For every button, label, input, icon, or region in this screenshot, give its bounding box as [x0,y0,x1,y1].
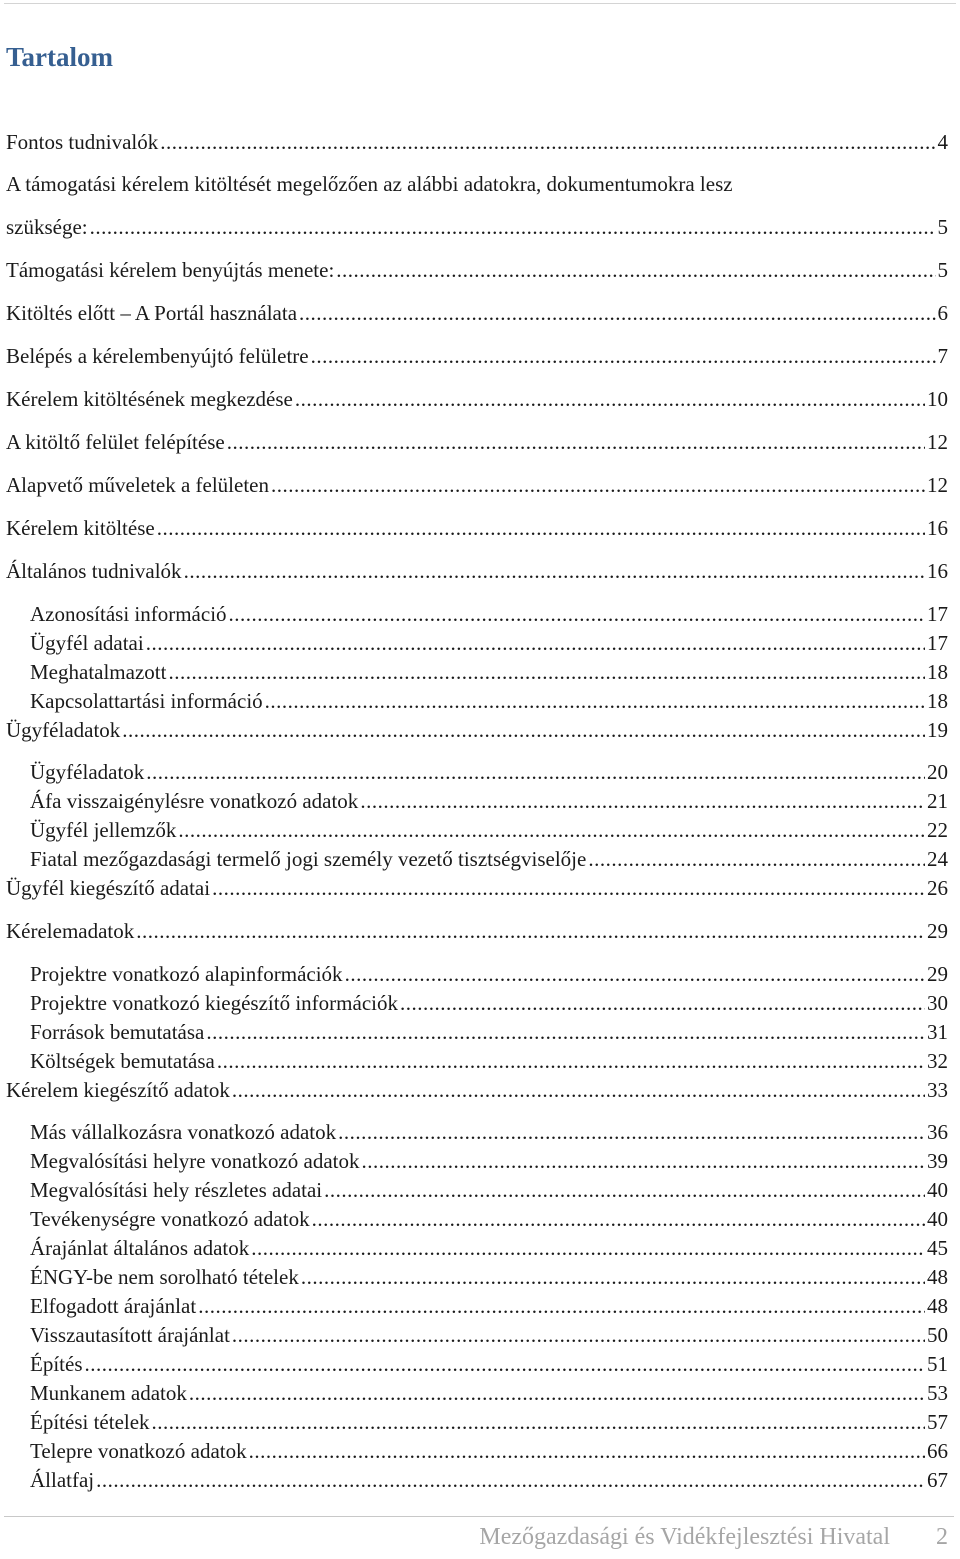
toc-entry-page-number: 67 [927,1468,948,1492]
toc-entry-page-number: 21 [927,789,948,813]
toc-dot-leader [136,918,925,944]
toc-entry-page-number: 5 [937,258,948,282]
toc-entry[interactable] [6,343,948,369]
toc-entry[interactable] [30,659,948,685]
toc-dot-leader [146,759,925,785]
toc-entry[interactable] [6,1077,948,1103]
toc-entry-page-number: 6 [937,301,948,325]
toc-entry-page-number: 16 [927,516,948,540]
toc-entry[interactable] [30,601,948,627]
toc-dot-leader [178,817,925,843]
toc-entry-label: Megvalósítási helyre vonatkozó adatok [30,1149,360,1173]
toc-title: Tartalom [6,42,113,72]
toc-dot-leader [152,1409,925,1435]
toc-entry-label: Építés [30,1352,83,1376]
top-border [4,3,956,4]
toc-entry-page-number: 48 [927,1294,948,1318]
toc-entry-label: Visszautasított árajánlat [30,1323,230,1347]
toc-entry-label: Kapcsolattartási információ [30,689,263,713]
toc-entry[interactable] [30,788,948,814]
toc-entry[interactable] [30,1438,948,1464]
toc-dot-leader [251,1235,925,1261]
toc-entry-page-number: 33 [927,1078,948,1102]
toc-entry-label: A támogatási kérelem kitöltését megelőzően az alábbi adatokra, dokumentumokra lesz [6,172,733,196]
toc-dot-leader [311,343,936,369]
toc-entry[interactable] [30,1409,948,1435]
footer-page-number: 2 [936,1524,948,1550]
toc-dot-leader [301,1264,925,1290]
toc-entry[interactable] [6,214,948,240]
toc-entry[interactable] [30,1380,948,1406]
toc-dot-leader [96,1467,925,1493]
toc-entry-label: szüksége: [6,215,88,239]
toc-entry-page-number: 36 [927,1120,948,1144]
toc-dot-leader [362,1148,926,1174]
toc-entry-label: Kérelem kitöltése [6,516,155,540]
toc-dot-leader [198,1293,925,1319]
toc-dot-leader [338,1119,925,1145]
toc-entry-page-number: 39 [927,1149,948,1173]
toc-entry[interactable] [6,472,948,498]
toc-dot-leader [360,788,925,814]
toc-entry-page-number: 22 [927,818,948,842]
toc-entry-label: Projektre vonatkozó kiegészítő információk [30,991,398,1015]
toc-entry[interactable] [30,1206,948,1232]
toc-entry-label: Építési tételek [30,1410,150,1434]
toc-entry[interactable] [30,1467,948,1493]
toc-dot-leader [160,129,935,155]
toc-entry-page-number: 5 [937,215,948,239]
toc-dot-leader [588,846,925,872]
toc-entry-label: Áfa visszaigénylésre vonatkozó adatok [30,789,359,813]
toc-entry-label: Ügyféladatok [30,760,145,784]
toc-entry[interactable] [30,1351,948,1377]
toc-dot-leader [400,990,925,1016]
toc-entry-label: Árajánlat általános adatok [30,1236,250,1260]
toc-entry-page-number: 20 [927,760,948,784]
toc-entry-label: Források bemutatása [30,1020,205,1044]
toc-entry-page-number: 30 [927,991,948,1015]
toc-entry-label: Ügyféladatok [6,718,121,742]
toc-entry[interactable] [30,630,948,656]
toc-dot-leader [295,386,925,412]
toc-entry[interactable] [6,918,948,944]
toc-entry-page-number: 29 [927,962,948,986]
toc-entry-page-number: 26 [927,876,948,900]
toc-entry[interactable] [30,1293,948,1319]
toc-entry-label: Munkanem adatok [30,1381,187,1405]
toc-entry-label: Támogatási kérelem benyújtás menete: [6,258,335,282]
toc-entry-page-number: 10 [927,387,948,411]
toc-entry[interactable] [6,171,948,197]
toc-dot-leader [312,1206,925,1232]
toc-dot-leader [85,1351,926,1377]
toc-entry-page-number: 29 [927,919,948,943]
toc-entry-label: Alapvető műveletek a felületen [6,473,269,497]
toc-entry-label: Fontos tudnivalók [6,130,159,154]
toc-entry-label: Általános tudnivalók [6,559,182,583]
toc-entry-label: Kérelemadatok [6,919,135,943]
toc-entry-label: Ügyfél kiegészítő adatai [6,876,211,900]
toc-dot-leader [229,601,925,627]
toc-entry[interactable] [30,759,948,785]
toc-entry[interactable] [6,129,948,155]
toc-entry-page-number: 32 [927,1049,948,1073]
toc-entry-label: Ügyfél jellemzők [30,818,177,842]
toc-entry-page-number: 12 [927,473,948,497]
toc-entry[interactable] [30,1119,948,1145]
toc-entry-label: Megvalósítási hely részletes adatai [30,1178,323,1202]
toc-dot-leader [157,515,925,541]
toc-entry-label: Kérelem kitöltésének megkezdése [6,387,293,411]
toc-entry-page-number: 16 [927,559,948,583]
toc-entry-page-number: 51 [927,1352,948,1376]
toc-entry-page-number: 31 [927,1020,948,1044]
toc-dot-leader [336,257,935,283]
toc-entry[interactable] [6,717,948,743]
toc-dot-leader [217,1048,925,1074]
toc-entry-label: Ügyfél adatai [30,631,144,655]
toc-entry[interactable] [30,1148,948,1174]
footer-organization: Mezőgazdasági és Vidékfejlesztési Hivatal [479,1524,890,1550]
toc-entry-page-number: 17 [927,602,948,626]
toc-entry-label: Elfogadott árajánlat [30,1294,197,1318]
toc-entry[interactable] [30,990,948,1016]
toc-entry-page-number: 53 [927,1381,948,1405]
toc-entry-label: Meghatalmazott [30,660,167,684]
toc-dot-leader [146,630,925,656]
toc-entry-page-number: 17 [927,631,948,655]
toc-entry[interactable] [30,817,948,843]
toc-entry[interactable] [30,1048,948,1074]
toc-entry-label: A kitöltő felület felépítése [6,430,225,454]
toc-entry[interactable] [30,688,948,714]
toc-entry-label: Tevékenységre vonatkozó adatok [30,1207,310,1231]
toc-entry-page-number: 40 [927,1178,948,1202]
toc-entry-page-number: 7 [937,344,948,368]
toc-entry[interactable] [6,875,948,901]
toc-entry-page-number: 4 [937,130,948,154]
toc-entry-page-number: 18 [927,660,948,684]
footer-divider [4,1516,954,1517]
toc-dot-leader [265,688,925,714]
toc-dot-leader [345,961,925,987]
toc-dot-leader [212,875,925,901]
toc-entry[interactable] [6,386,948,412]
toc-dot-leader [232,1077,925,1103]
toc-entry-page-number: 50 [927,1323,948,1347]
toc-dot-leader [227,429,925,455]
toc-entry-page-number: 19 [927,718,948,742]
toc-dot-leader [299,300,935,326]
toc-entry-page-number: 57 [927,1410,948,1434]
toc-entry-label: ÉNGY-be nem sorolható tételek [30,1265,299,1289]
toc-entry-page-number: 66 [927,1439,948,1463]
toc-entry-page-number: 24 [927,847,948,871]
toc-entry-page-number: 48 [927,1265,948,1289]
toc-entry-label: Állatfaj [30,1468,95,1492]
toc-entry-label: Költségek bemutatása [30,1049,215,1073]
toc-entry[interactable] [30,846,948,872]
toc-entry-label: Fiatal mezőgazdasági termelő jogi személy vezető tisztségviselője [30,847,587,871]
toc-entry-page-number: 18 [927,689,948,713]
toc-entry-page-number: 12 [927,430,948,454]
toc-entry-page-number: 40 [927,1207,948,1231]
toc-entry[interactable] [6,429,948,455]
toc-entry[interactable] [30,961,948,987]
toc-dot-leader [206,1019,925,1045]
toc-entry[interactable] [6,300,948,326]
toc-entry-label: Belépés a kérelembenyújtó felületre [6,344,309,368]
toc-dot-leader [324,1177,925,1203]
toc-entry[interactable] [6,558,948,584]
toc-dot-leader [249,1438,925,1464]
toc-dot-leader [184,558,925,584]
toc-dot-leader [271,472,925,498]
toc-dot-leader [232,1322,925,1348]
toc-entry-label: Telepre vonatkozó adatok [30,1439,247,1463]
toc-entry-page-number: 45 [927,1236,948,1260]
toc-entry-label: Azonosítási információ [30,602,227,626]
toc-dot-leader [90,214,936,240]
toc-entry-label: Kitöltés előtt – A Portál használata [6,301,298,325]
toc-entry-label: Projektre vonatkozó alapinformációk [30,962,343,986]
toc-entry[interactable] [30,1322,948,1348]
toc-entry[interactable] [30,1264,948,1290]
toc-dot-leader [168,659,925,685]
toc-entry[interactable] [30,1235,948,1261]
toc-entry[interactable] [30,1019,948,1045]
toc-entry-label: Kérelem kiegészítő adatok [6,1078,230,1102]
toc-dot-leader [122,717,925,743]
toc-entry-label: Más vállalkozásra vonatkozó adatok [30,1120,337,1144]
toc-dot-leader [189,1380,925,1406]
toc-entry[interactable] [30,1177,948,1203]
toc-entry[interactable] [6,515,948,541]
page-footer [0,1524,948,1551]
toc-entry[interactable] [6,257,948,283]
